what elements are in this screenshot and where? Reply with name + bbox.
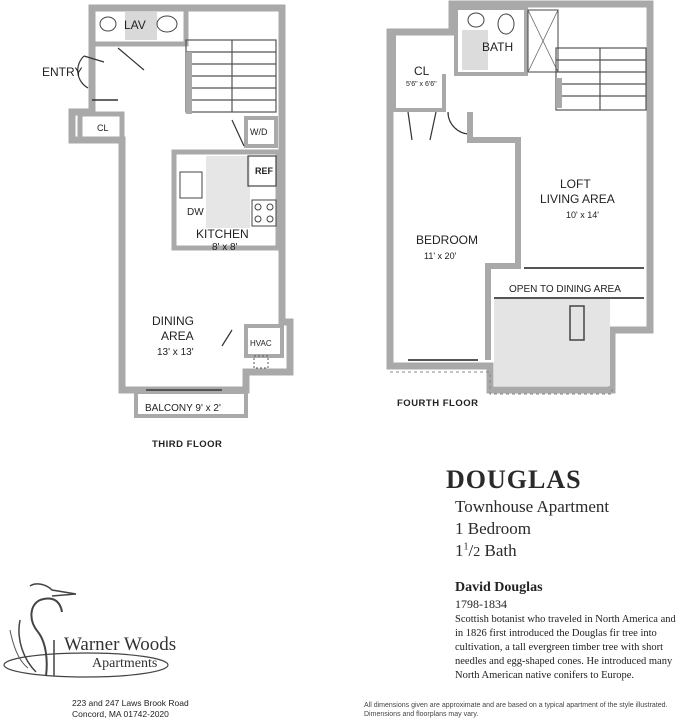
namesake-bio: Scottish botanist who traveled in North America and in 1826 first introduced the Douglas fir tree into cultivation, a tall evergreen timber tree with short needles and egg-shaped cones. He introduced many North American native conifers to Europe. [455, 614, 676, 681]
brand-subtitle: Apartments [92, 656, 158, 671]
namesake-name: David Douglas [455, 580, 543, 595]
fourth-closet-size-label: 5'6" x 6'6" [406, 81, 437, 88]
address-line-2: Concord, MA 01742-2020 [72, 709, 169, 719]
wd-label: W/D [250, 127, 268, 137]
unit-bedrooms: 1 Bedroom [455, 519, 532, 538]
bath-fraction-numerator: 1 [463, 541, 469, 553]
unit-baths: $1^1/2$ Bath [455, 541, 517, 560]
bedroom-size-label: 11' x 20' [424, 251, 457, 261]
fourth-floor-stairs [556, 48, 646, 110]
open-to-dining-shade [494, 298, 610, 386]
dining-area-label: AREA [161, 329, 194, 343]
bedroom-label: BEDROOM [416, 233, 479, 247]
loft-label: LOFT [560, 177, 591, 191]
unit-name: DOUGLAS [446, 465, 582, 494]
kitchen-size-label: 8' x 8' [212, 242, 238, 253]
third-floor-stairs [186, 40, 276, 112]
address-line-1: 223 and 247 Laws Brook Road [72, 698, 189, 708]
fourth-floor-caption: FOURTH FLOOR [397, 398, 479, 409]
bath-toilet-icon [498, 14, 514, 34]
open-to-dining-label: OPEN TO DINING AREA [509, 284, 621, 295]
lav-toilet-icon [157, 16, 177, 32]
address [72, 698, 189, 720]
lav-door [118, 48, 144, 70]
hvac-label: HVAC [250, 339, 272, 348]
disclaimer: All dimensions given are approximate and are based on a typical apartment of the style illustrated. Dimensions and floorplans may vary. [364, 702, 668, 718]
bath-whole: 1 [455, 541, 464, 560]
dining-label: DINING [152, 314, 194, 328]
bath-label: BATH [482, 40, 514, 54]
ref-label: REF [255, 166, 273, 176]
third-floor-caption: THIRD FLOOR [152, 439, 223, 450]
bath-sink-icon [468, 13, 484, 27]
heron-1-icon [31, 599, 62, 677]
kitchen-label: KITCHEN [196, 227, 249, 241]
loft-living-label: LIVING AREA [540, 192, 615, 206]
namesake-years: 1798-1834 [455, 597, 507, 611]
unit-type: Townhouse Apartment [455, 497, 610, 516]
brand-name: Warner Woods [64, 634, 177, 655]
balcony-label: BALCONY 9' x 2' [145, 403, 221, 414]
loft-size-label: 10' x 14' [566, 210, 599, 220]
kitchen-tile [206, 156, 250, 228]
kitchen-sink-icon [180, 172, 202, 198]
entry-label: ENTRY [42, 65, 83, 79]
bath-fraction-denominator: 2 [473, 545, 481, 560]
lav-label: LAV [124, 18, 146, 32]
dw-label: DW [187, 207, 204, 218]
stove-icon [252, 200, 276, 226]
third-closet-label: CL [97, 123, 109, 133]
dining-size-label: 13' x 13' [157, 347, 194, 358]
bath-word: Bath [484, 541, 517, 560]
fourth-closet-label: CL [414, 64, 430, 78]
lav-sink-icon [100, 17, 116, 31]
